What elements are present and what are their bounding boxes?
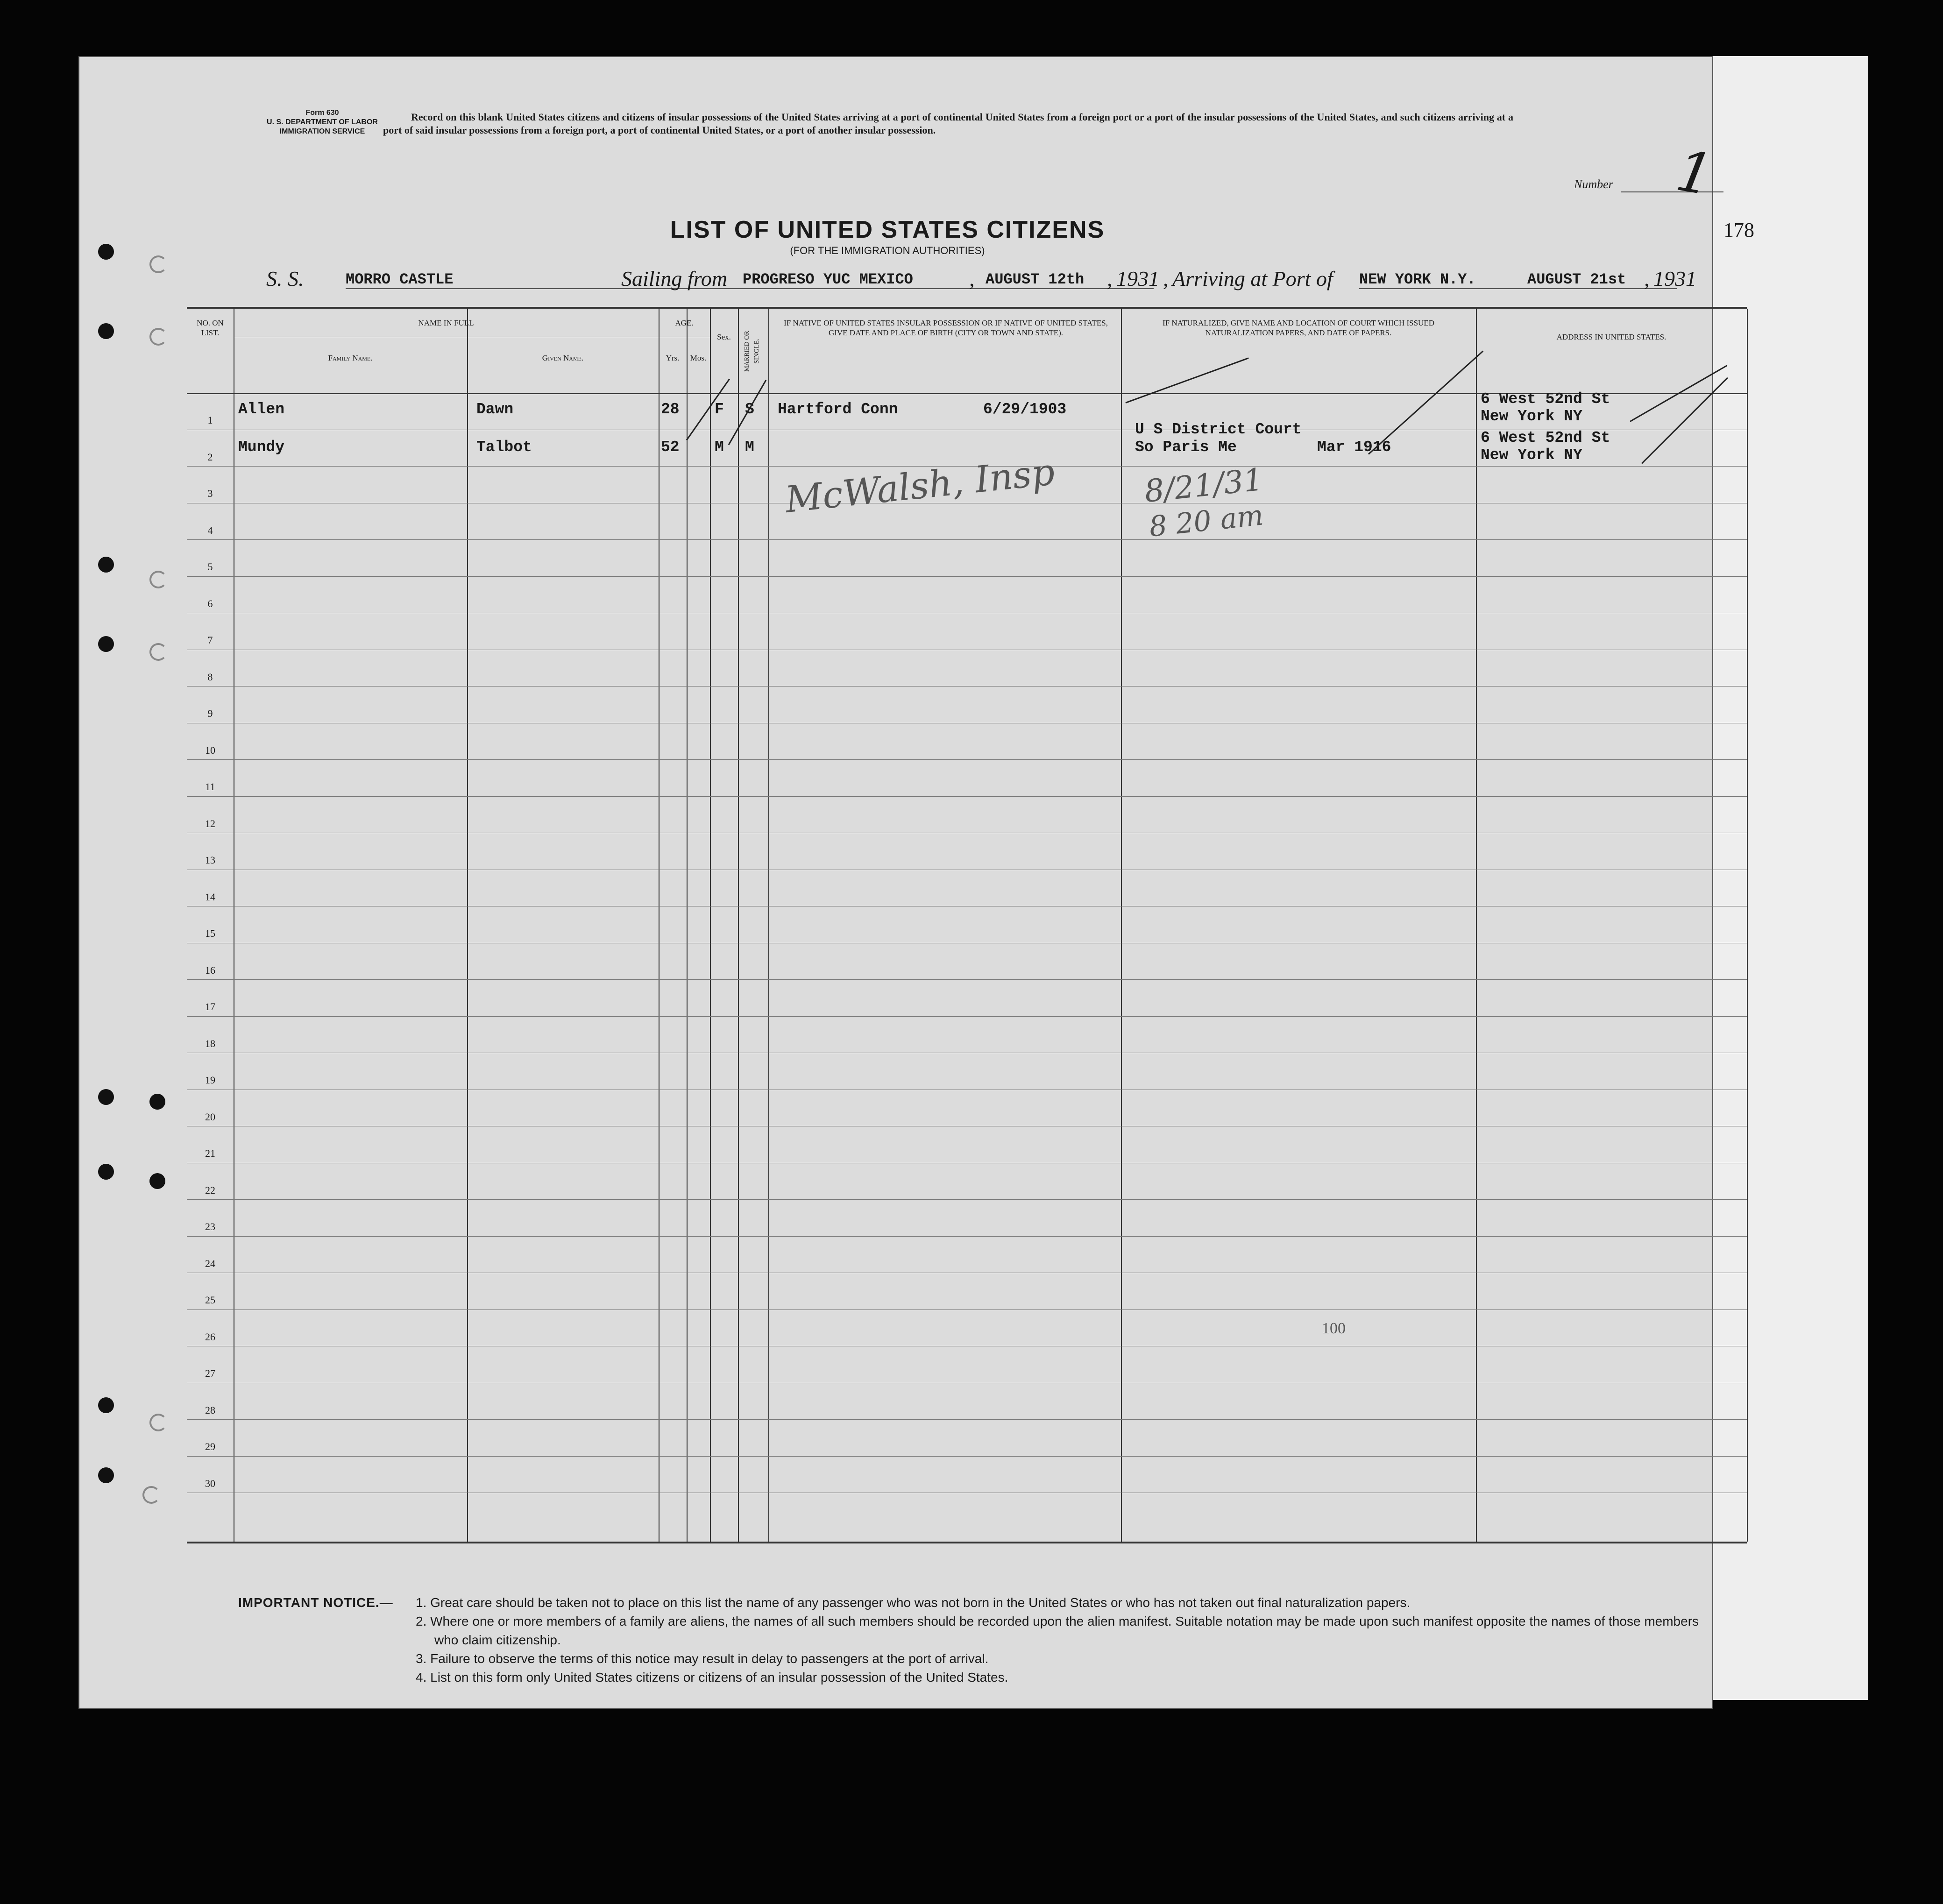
row-number: 10 [205, 744, 215, 756]
passenger-2-address-line2: New York NY [1481, 446, 1582, 464]
passenger-1-birthplace: Hartford Conn [778, 401, 898, 418]
header-no: NO. ON LIST. [197, 319, 224, 337]
row-line [187, 1199, 1747, 1200]
row-number: 27 [205, 1367, 215, 1379]
departure-date: AUGUST 12th [986, 271, 1102, 289]
passenger-1-address-line1: 6 West 52nd St [1481, 390, 1610, 408]
sailing-label: Sailing from [621, 267, 728, 290]
row-number: 9 [207, 708, 213, 719]
header-family-name: Family Name. [328, 354, 373, 362]
row-number: 17 [205, 1001, 215, 1012]
row-number: 25 [205, 1294, 215, 1306]
row-number: 30 [205, 1477, 215, 1489]
row-number: 16 [205, 964, 215, 976]
service-name: IMMIGRATION SERVICE [279, 127, 365, 135]
passenger-2-naturalization-place: So Paris Me [1135, 439, 1237, 456]
binder-hole [98, 323, 114, 339]
passenger-2-naturalization-date: Mar 1916 [1317, 439, 1391, 456]
header-mos: Mos. [690, 354, 707, 362]
passenger-1-family: Allen [238, 401, 285, 418]
notice-item: 2. Where one or more members of a family are aliens, the names of all such members should be recorded upon the alien manifest. Suitable notation may be made upon such manifest opposite the names of those members who claim citizenship. [416, 1614, 1699, 1647]
row-line [187, 539, 1747, 540]
notice-item: 1. Great care should be taken not to place on this list the name of any passenger who was not born in the United States or who has not taken out final naturalization papers. [416, 1595, 1411, 1610]
row-number: 2 [207, 451, 213, 463]
row-line [187, 1456, 1747, 1457]
binder-hole [98, 1467, 114, 1483]
page-title: LIST OF UNITED STATES CITIZENS [670, 216, 1105, 243]
binder-hole [98, 244, 114, 260]
row-number: 28 [205, 1404, 215, 1416]
row-number: 23 [205, 1221, 215, 1232]
header-yrs: Yrs. [666, 354, 680, 362]
check-mark [1125, 357, 1248, 403]
row-line [187, 576, 1747, 577]
binder-hole [98, 557, 114, 573]
check-mark [1368, 351, 1483, 455]
row-number: 12 [205, 817, 215, 829]
row-number: 8 [207, 671, 213, 683]
notice-item: 4. List on this form only United States citizens or citizens of an insular possession of the United States. [416, 1670, 1008, 1685]
inspection-time: 8 20 am [1148, 499, 1265, 544]
ss-label: S. S. [266, 267, 304, 290]
binder-hole [98, 636, 114, 652]
passenger-2-naturalization-court: U S District Court [1135, 421, 1302, 438]
passenger-1-marital: S [745, 401, 754, 418]
row-line [187, 759, 1747, 760]
row-number: 24 [205, 1257, 215, 1269]
binder-ring [149, 571, 167, 588]
notice-item: 3. Failure to observe the terms of this notice may result in delay to passengers at the port of arrival. [416, 1651, 989, 1666]
header-naturalized: IF NATURALIZED, GIVE NAME AND LOCATION OF COURT WHICH ISSUED NATURALIZATION PAPERS, AND DATE OF PAPERS. [1162, 319, 1434, 337]
row-number: 3 [207, 488, 213, 499]
row-number: 7 [207, 634, 213, 646]
row-number: 15 [205, 927, 215, 939]
row-number: 4 [207, 524, 213, 536]
header-married: MARRIED OR SINGLE. [744, 331, 760, 372]
form-instructions: Record on this blank United States citizens and citizens of insular possessions of the United States arriving at a port of continental United States from a foreign port or a port of the insular possessions of the United States, and such citizens arriving at a port of said insular possessions from a foreign port, a port of continental United States, or a port of another insular possession. [383, 111, 1513, 136]
binder-hole [98, 1397, 114, 1413]
header-age: AGE. [675, 319, 694, 327]
binder-ring [149, 1414, 167, 1431]
row-line [187, 796, 1747, 797]
department-name: U. S. DEPARTMENT OF LABOR [267, 118, 378, 126]
arrival-port: NEW YORK N.Y. [1359, 271, 1537, 289]
row-number: 22 [205, 1184, 215, 1196]
passenger-1-given: Dawn [476, 401, 514, 418]
header-address: ADDRESS IN UNITED STATES. [1556, 333, 1666, 341]
departure-port: PROGRESO YUC MEXICO [743, 271, 1154, 289]
row-number: 11 [205, 781, 215, 793]
row-line [187, 1016, 1747, 1017]
voyage-line: S. S. MORRO CASTLE Sailing from PROGRESO YUC MEXICO , AUGUST 12th , 1931 , Arriving at Port of NEW YORK N.Y. AUGUST 21st , 1931 [266, 267, 1696, 290]
passenger-2-marital: M [745, 439, 754, 456]
binder-ring [149, 643, 167, 661]
row-number: 20 [205, 1111, 215, 1123]
row-number: 13 [205, 854, 215, 866]
row-number: 21 [205, 1147, 215, 1159]
arrival-year: 1931 [1653, 267, 1696, 290]
passenger-2-address-line1: 6 West 52nd St [1481, 429, 1610, 446]
binder-hole [149, 1094, 165, 1110]
row-number: 18 [205, 1037, 215, 1049]
binder-hole [98, 1164, 114, 1180]
row-line [187, 1419, 1747, 1420]
row-number: 29 [205, 1441, 215, 1452]
row-line [187, 1309, 1747, 1310]
row-line [187, 1236, 1747, 1237]
binder-hole [98, 1089, 114, 1105]
passenger-2-family: Mundy [238, 439, 285, 456]
header-native: IF NATIVE OF UNITED STATES INSULAR POSSESSION OR IF NATIVE OF UNITED STATES, GIVE DATE AND PLACE OF BIRTH (CITY OR TOWN AND STATE). [784, 319, 1108, 337]
header-sex: Sex. [717, 333, 731, 341]
passenger-1-address-line2: New York NY [1481, 408, 1582, 425]
passenger-1-sex: F [715, 401, 724, 418]
notice-title: IMPORTANT NOTICE.— [238, 1595, 393, 1610]
inspection-date: 8/21/31 [1142, 461, 1265, 510]
passenger-2-age: 52 [661, 439, 680, 456]
row-number: 19 [205, 1074, 215, 1086]
header-given-name: Given Name. [542, 354, 584, 362]
row-line [187, 979, 1747, 980]
passenger-2-given: Talbot [476, 439, 532, 456]
passenger-table [187, 307, 1747, 1543]
row-number: 5 [207, 561, 213, 573]
departure-year: 1931 [1116, 267, 1159, 290]
binder-ring [149, 255, 167, 273]
ship-name: MORRO CASTLE [346, 271, 757, 289]
number-label: Number [1574, 177, 1613, 191]
arriving-label: Arriving at Port of [1172, 267, 1333, 290]
notice-list [416, 1593, 1714, 1687]
passenger-1-age: 28 [661, 401, 680, 418]
row-line [187, 686, 1747, 687]
binder-ring [142, 1486, 160, 1504]
page-number: 178 [1723, 219, 1754, 241]
check-mark [728, 380, 767, 445]
passenger-1-birthdate: 6/29/1903 [983, 401, 1067, 418]
passenger-2-sex: M [715, 439, 724, 456]
binder-ring [149, 328, 167, 346]
row-number: 1 [207, 414, 213, 426]
header-name-in-full: NAME IN FULL [418, 319, 474, 327]
binder-hole [149, 1173, 165, 1189]
row-number: 26 [205, 1331, 215, 1343]
row-number: 6 [207, 597, 213, 609]
manifest-page [78, 56, 1754, 1709]
page-subtitle: (FOR THE IMMIGRATION AUTHORITIES) [790, 245, 985, 256]
form-number: Form 630 [305, 109, 339, 117]
inspector-signature: McWalsh, Insp [783, 451, 1057, 522]
row-number: 14 [205, 891, 215, 903]
list-number: 1 [1671, 138, 1718, 209]
stamp-number: 100 [1322, 1320, 1346, 1337]
arrival-date: AUGUST 21st [1527, 271, 1677, 289]
